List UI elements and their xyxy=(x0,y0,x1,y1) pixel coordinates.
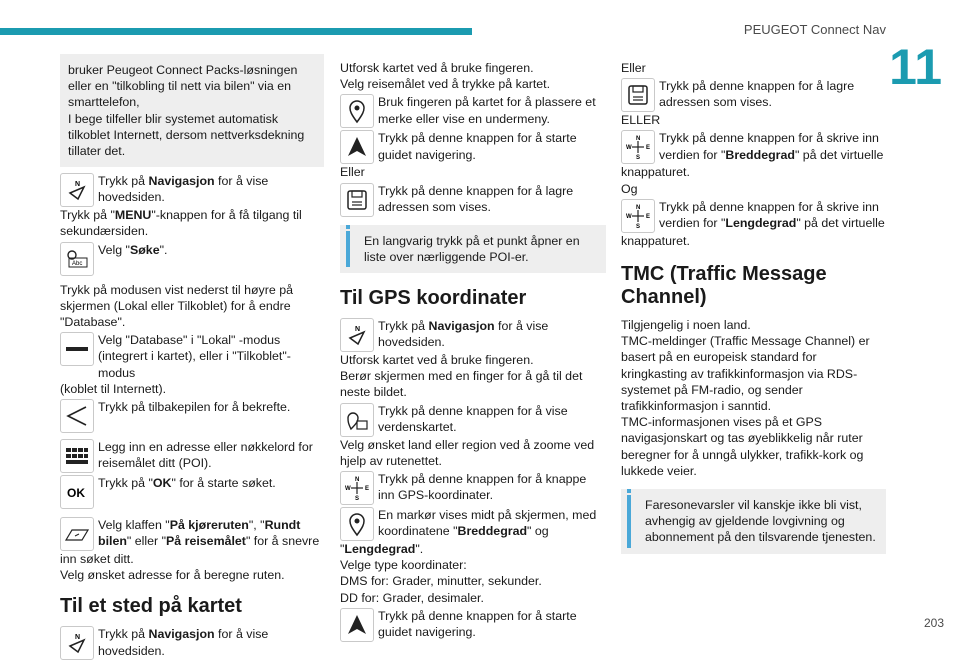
step-database: Velg "Database" i "Lokal" -modus (integrert i kartet), eller i "Tilkoblet"-modus xyxy=(60,332,324,381)
svg-text:N: N xyxy=(636,204,641,211)
compass-icon xyxy=(621,130,655,164)
svg-text:E: E xyxy=(646,145,651,152)
svg-text:N: N xyxy=(75,181,81,189)
info-note: En langvarig trykk på et punkt åpner en liste over nærliggende POI-er. xyxy=(340,225,606,273)
step-save-2: Trykk på denne knappen for å lagre adressen som vises. xyxy=(621,78,886,112)
location-pin-icon xyxy=(340,94,374,128)
info-icon xyxy=(346,225,350,229)
top-accent-bar xyxy=(0,28,472,35)
save-icon xyxy=(340,183,374,217)
section-heading-tmc: TMC (Traffic Message Channel) xyxy=(621,263,827,309)
location-pin-icon xyxy=(340,507,374,541)
compass-icon xyxy=(621,199,655,233)
guidance-arrow-icon xyxy=(340,608,374,642)
svg-text:E: E xyxy=(646,213,651,220)
column-2: Utforsk kartet ved å bruke fingeren. Velg reisemålet ved å trykke på kartet. Bruk fingeren på kartet for å plassere et merke eller vise en undermeny. Trykk på denne knappen for å starte guidet navigering. Eller Trykk på denne knappen for å lagre adressen som vises. En langvarig trykk på et punkt åpner en liste over nærliggende POI-er. Til GPS koordinater N Trykk på Navigasjon for å vise hovedsiden. Utforsk kartet ved å bruke fingeren. Berør skjermen med en finger for å gå til det neste bildet. Trykk på denne knappen for å vise verdenskartet. Velg ønsket land eller region ved å zoome ved hjelp av rutenettet. N W E S Trykk på denne knappen for å knappe inn GPS-koordinater. En markør vises midt på skjermen, med koordinatene "Breddegrad" og "Lengdegrad". Velge type koordinater: DMS for: Grader, minutter, sekunder. DD for: Grader, desimaler. Trykk på denne knappen for å starte guidet navigering. xyxy=(340,60,606,642)
tmc-paragraph: Tilgjengelig i noen land. TMC-meldinger (Traffic Message Channel) er basert på en europeisk standard for kringkasting av trafikkinformasjon via RDS-systemet på FM-radio, og sender trafikkinformasjon i sanntid. TMC-informasjonen vises på et GPS navigasjonskart og tas øyeblikkelig når ruter beregner for å unngå ulykker, trafikk-kork og lukkede veier. xyxy=(621,318,870,478)
info-icon xyxy=(627,489,631,493)
guidance-arrow-icon xyxy=(340,130,374,164)
info-note: bruker Peugeot Connect Packs-løsningen eller en "tilkobling til nett via bilen" via en smarttelefon, I bege tilfeller blir systemet automatisk tilkoblet Internett, dersom nettverksdekning tillater det. xyxy=(60,54,324,167)
section-heading-gps: Til GPS koordinater xyxy=(340,287,527,310)
ok-icon xyxy=(60,475,94,509)
menu-instruction: Trykk på "MENU"-knappen for å få tilgang til sekundærsiden. xyxy=(60,208,302,239)
step-ok: OK Trykk på "OK" for å starte søket. xyxy=(60,475,324,509)
section-heading-map: Til et sted på kartet xyxy=(60,595,242,618)
toggle-bar-icon xyxy=(60,332,94,366)
svg-text:E: E xyxy=(365,486,370,493)
back-arrow-icon xyxy=(60,399,94,433)
svg-text:W: W xyxy=(626,213,632,220)
svg-text:N: N xyxy=(636,136,641,143)
svg-text:S: S xyxy=(636,223,641,229)
step-gps: N W E S Trykk på denne knappen for å knappe inn GPS-koordinater. xyxy=(340,471,606,505)
road-tab-icon xyxy=(60,517,94,551)
column-3: Eller Trykk på denne knappen for å lagre adressen som vises. ELLER N W E S Trykk på denne knappen for å skrive inn verdien for "Breddegrad" på det virtuelle knappaturet. Og N W E S Trykk på denne knappen for å skrive inn verdien for "Lengdegrad" på det virtuelle knappaturet. TMC (Traffic Message Channel) Tilgjengelig i noen land. TMC-meldinger (Traffic Message Channel) er basert på en europeisk standard for kringkasting av trafikkinformasjon via RDS-systemet på FM-radio, og sender trafikkinformasjon i sanntid. TMC-informasjonen vises på et GPS navigasjonskart og tas øyeblikkelig når ruter beregner for å unngå ulykker, trafikk-kork og lukkede veier. Faresonevarsler vil kanskje ikke bli vist, avhengig av gjeldende lovgivning og abonnement på den tilsvarende tjenesten. xyxy=(621,60,886,560)
step-navigation-3: N Trykk på Navigasjon for å vise hovedsiden. xyxy=(340,318,606,352)
navigation-icon xyxy=(60,173,94,207)
database-instruction: Trykk på modusen vist nederst til høyre på skjermen (Lokal eller Tilkoblet) for å endre "Database". xyxy=(60,282,293,330)
step-marker: En markør vises midt på skjermen, med koordinatene "Breddegrad" og xyxy=(340,507,606,541)
keypad-icon xyxy=(60,439,94,473)
navigation-icon xyxy=(340,318,374,352)
step-latitude: N W E S Trykk på denne knappen for å skrive inn verdien for "Breddegrad" på det virtuelle xyxy=(621,130,886,164)
column-1: bruker Peugeot Connect Packs-løsningen eller en "tilkobling til nett via bilen" via en smarttelefon, I bege tilfeller blir systemet automatisk tilkoblet Internett, dersom nettverksdekning tillater det. N Trykk på Navigasjon for å vise hovedsiden. Trykk på "MENU"-knappen for å få tilgang til sekundærsiden. Abc Velg "Søke". Trykk på modusen vist nederst til høyre på skjermen (Lokal eller Tilkoblet) for å endre "Database". Velg "Database" i "Lokal" -modus (integrert i kartet), eller i "Tilkoblet"-modus (koblet til Internett). Trykk på tilbakepilen for å bekrefte. Legg inn en adresse eller nøkkelord for reisemålet ditt (POI). OK Trykk på "OK" for å starte søket. Velg klaffen "På kjøreruten", "Rundt bilen" eller "På reisemålet" for å snevre inn søket ditt. Velg ønsket adresse for å beregne ruten. Til et sted på kartet N Trykk på Navigasjon for å vise hovedsiden. xyxy=(60,54,324,660)
step-guide: Trykk på denne knappen for å starte guidet navigering. xyxy=(340,130,606,164)
info-note: Faresonevarsler vil kanskje ikke bli vist, avhengig av gjeldende lovgivning og abonnement på den tilsvarende tjenesten. xyxy=(621,489,886,554)
step-navigation-2: N Trykk på Navigasjon for å vise hovedsiden. xyxy=(60,626,324,660)
step-save: Trykk på denne knappen for å lagre adressen som vises. xyxy=(340,183,606,217)
step-search: Abc Velg "Søke". xyxy=(60,242,324,276)
step-navigation: N Trykk på Navigasjon for å vise hovedsiden. xyxy=(60,173,324,207)
running-head: PEUGEOT Connect Nav xyxy=(743,22,886,37)
svg-text:W: W xyxy=(626,145,632,152)
step-back: Trykk på tilbakepilen for å bekrefte. xyxy=(60,399,324,433)
compass-icon xyxy=(340,471,374,505)
page-number: 203 xyxy=(923,616,944,630)
svg-text:S: S xyxy=(636,155,641,161)
step-longitude: N W E S Trykk på denne knappen for å skrive inn verdien for "Lengdegrad" på det virtuelle xyxy=(621,199,886,233)
navigation-icon xyxy=(60,626,94,660)
step-world: Trykk på denne knappen for å vise verdenskartet. xyxy=(340,403,606,437)
step-tab: Velg klaffen "På kjøreruten", "Rundt bilen" eller "På reisemålet" for å snevre xyxy=(60,517,324,551)
save-icon xyxy=(621,78,655,112)
svg-text:OK: OK xyxy=(67,486,85,501)
step-guide-2: Trykk på denne knappen for å starte guidet navigering. xyxy=(340,608,606,642)
svg-text:Abc: Abc xyxy=(72,260,83,267)
svg-text:N: N xyxy=(355,326,361,334)
keyboard-search-icon xyxy=(60,242,94,276)
svg-text:N: N xyxy=(75,634,81,642)
svg-text:W: W xyxy=(345,486,351,493)
step-pin: Bruk fingeren på kartet for å plassere et merke eller vise en undermeny. xyxy=(340,94,606,128)
svg-text:S: S xyxy=(355,496,360,502)
svg-text:N: N xyxy=(355,477,360,484)
chapter-number: 11 xyxy=(889,39,942,95)
step-keyword: Legg inn en adresse eller nøkkelord for reisemålet ditt (POI). xyxy=(60,439,324,473)
world-map-icon xyxy=(340,403,374,437)
